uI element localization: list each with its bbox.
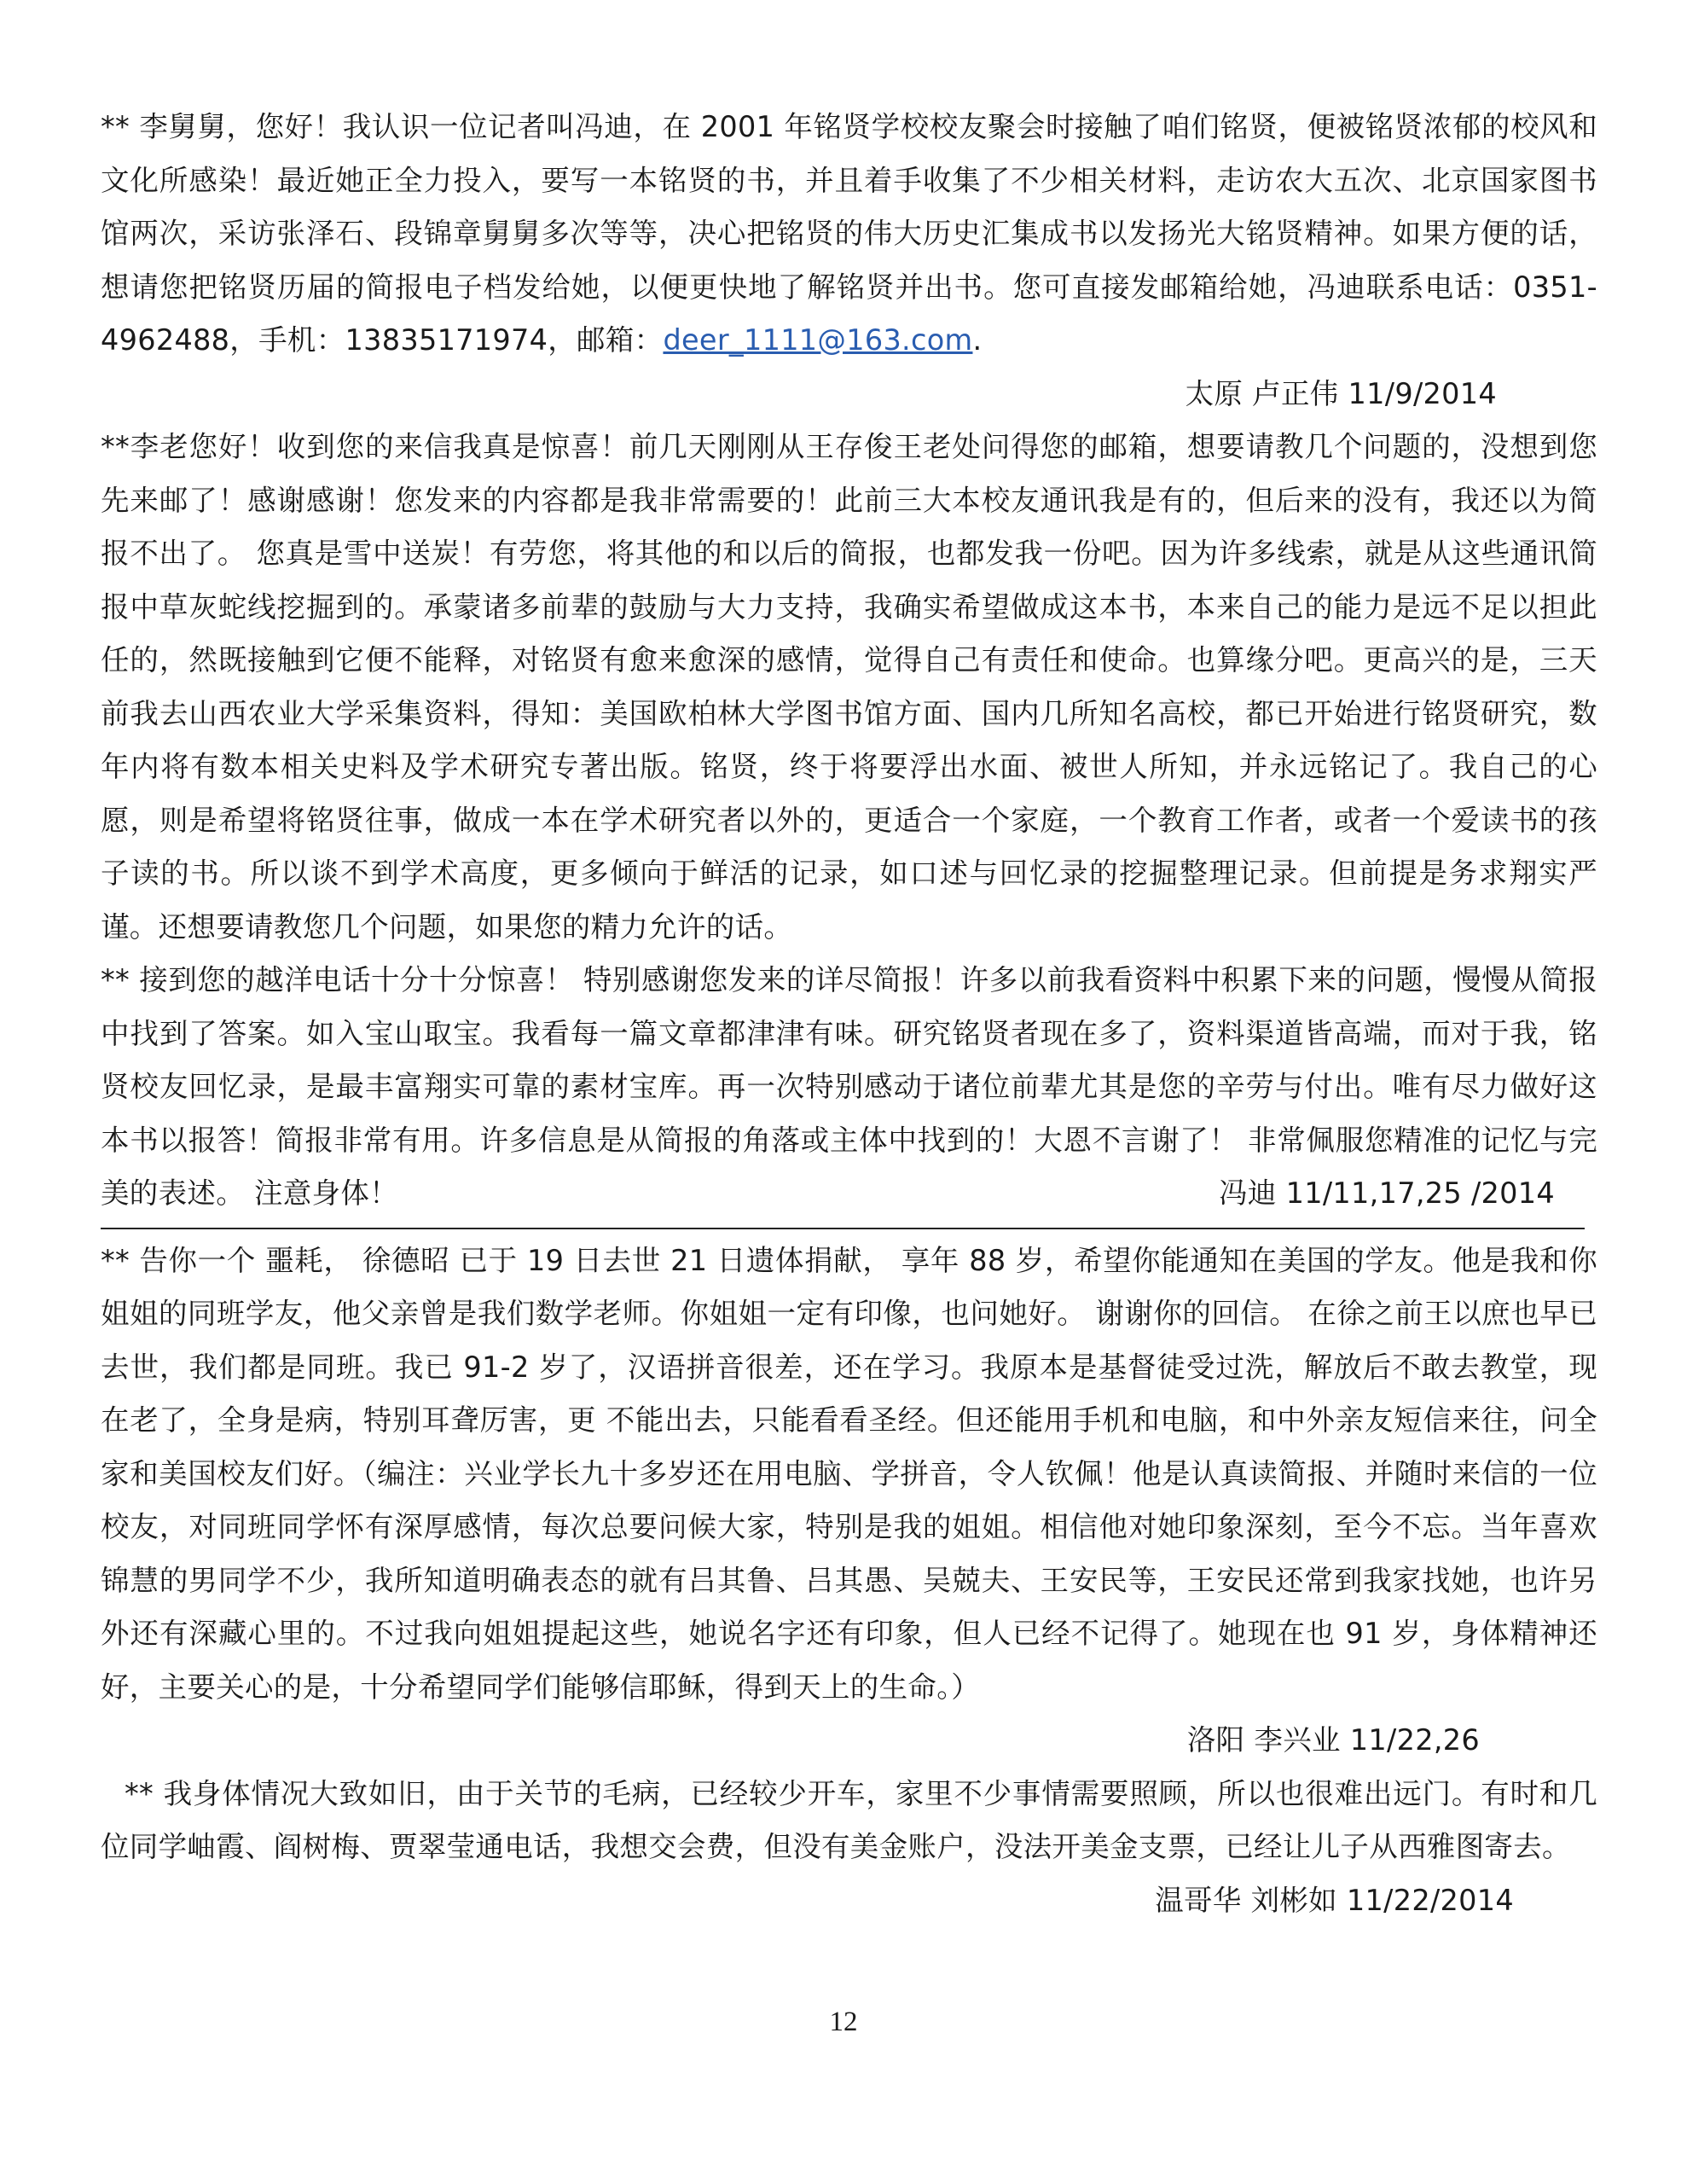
letter-1-signature: 太原 卢正伟 11/9/2014 (1185, 376, 1497, 410)
section-divider (101, 1228, 1585, 1229)
letter-4-signature: 洛阳 李兴业 11/22,26 (1186, 1723, 1480, 1757)
letter-3-text: ** 接到您的越洋电话十分十分惊喜！ 特别感谢您发来的详尽简报！许多以前我看资料中积累下来的问题，慢慢从简报中找到了答案。如入宝山取宝。我看每一篇文章都津津有味。研究铭贤者现在多了，资料渠道皆高端，而对于我，铭贤校友回忆录，是最丰富翔实可靠的素材宝库。再一次特别感动于诸位前辈尤其是您的辛劳与付出。唯有尽力做好这本书以报答！简报非常有用。许多信息是从简报的角落或主体中找到的！大恩不言谢了！ 非常佩服您精准的记忆与完美的表述。 注意身体！ (101, 963, 1597, 1210)
letter-1-text: ** 李舅舅，您好！我认识一位记者叫冯迪，在 2001 年铭贤学校校友聚会时接触了咱们铭贤，便被铭贤浓郁的校风和文化所感染！最近她正全力投入，要写一本铭贤的书，并且着手收集了不少相关材料，走访农大五次、北京国家图书馆两次，采访张泽石、段锦章舅舅多次等等，决心把铭贤的伟大历史汇集成书以发扬光大铭贤精神。如果方便的话，想请您把铭贤历届的简报电子档发给她，以便更快地了解铭贤并出书。您可直接发邮箱给她，冯迪联系电话：0351-4962488，手机：13835171974，邮箱： (101, 110, 1597, 357)
letter-3 (101, 954, 1597, 1221)
letter-3-signature: 冯迪 11/11,17,25 /2014 (1219, 1176, 1555, 1210)
letter-5: ** 我身体情况大致如旧，由于关节的毛病，已经较少开车，家里不少事情需要照顾，所以也很难出远门。有时和几位同学岫霞、阎树梅、贾翠莹通电话，我想交会费，但没有美金账户，没法开美金支票，已经让儿子从西雅图寄去。 (101, 1776, 1597, 1863)
email-link[interactable]: deer_1111@163.com (663, 323, 973, 357)
letter-5-signature: 温哥华 刘彬如 11/22/2014 (1155, 1883, 1514, 1917)
letters-column (101, 101, 1597, 1927)
letter-4: ** 告你一个 噩耗， 徐德昭 已于 19 日去世 21 日遗体捐献， 享年 88 岁，希望你能通知在美国的学友。他是我和你姐姐的同班学友，他父亲曾是我们数学老师。你姐姐一定有印像，也问她好。 谢谢你的回信。 在徐之前王以庶也早已去世，我们都是同班。我已 91-2 岁了，汉语拼音很差，还在学习。我原本是基督徒受过洗，解放后不敢去教堂，现在老了，全身是病，特别耳聋厉害，更 不能出去，只能看看圣经。但还能用手机和电脑，和中外亲友短信来往，问全家和美国校友们好。（编注：兴业学长九十多岁还在用电脑、学拼音，令人钦佩！他是认真读简报、并随时来信的一位校友，对同班同学怀有深厚感情，每次总要问候大家，特别是我的姐姐。相信他对她印象深刻，至今不忘。当年喜欢锦慧的男同学不少，我所知道明确表态的就有吕其鲁、吕其愚、吴兢夫、王安民等，王安民还常到我家找她，也许另外还有深藏心里的。不过我向姐姐提起这些，她说名字还有印象，但人已经不记得了。她现在也 91 岁，身体精神还好，主要关心的是，十分希望同学们能够信耶稣，得到天上的生命。） (101, 1243, 1597, 1704)
email-suffix: . (972, 323, 983, 357)
letter-2: **李老您好！收到您的来信我真是惊喜！前几天刚刚从王存俊王老处问得您的邮箱，想要请教几个问题的，没想到您先来邮了！感谢感谢！您发来的内容都是我非常需要的！此前三大本校友通讯我是有的，但后来的没有，我还以为简报不出了。 您真是雪中送炭！有劳您，将其他的和以后的简报，也都发我一份吧。因为许多线索，就是从这些通讯简报中草灰蛇线挖掘到的。承蒙诸多前辈的鼓励与大力支持，我确实希望做成这本书，本来自己的能力是远不足以担此任的，然既接触到它便不能释，对铭贤有愈来愈深的感情，觉得自己有责任和使命。也算缘分吧。更高兴的是，三天前我去山西农业大学采集资料，得知：美国欧柏林大学图书馆方面、国内几所知名高校，都已开始进行铭贤研究，数年内将有数本相关史料及学术研究专著出版。铭贤，终于将要浮出水面、被世人所知，并永远铭记了。我自己的心愿，则是希望将铭贤往事，做成一本在学术研究者以外的，更适合一个家庭，一个教育工作者，或者一个爱读书的孩子读的书。所以谈不到学术高度，更多倾向于鲜活的记录，如口述与回忆录的挖掘整理记录。但前提是务求翔实严谨。还想要请教您几个问题，如果您的精力允许的话。 (101, 430, 1597, 944)
page-number: 12 (829, 2007, 858, 2037)
letter-1 (101, 101, 1597, 368)
